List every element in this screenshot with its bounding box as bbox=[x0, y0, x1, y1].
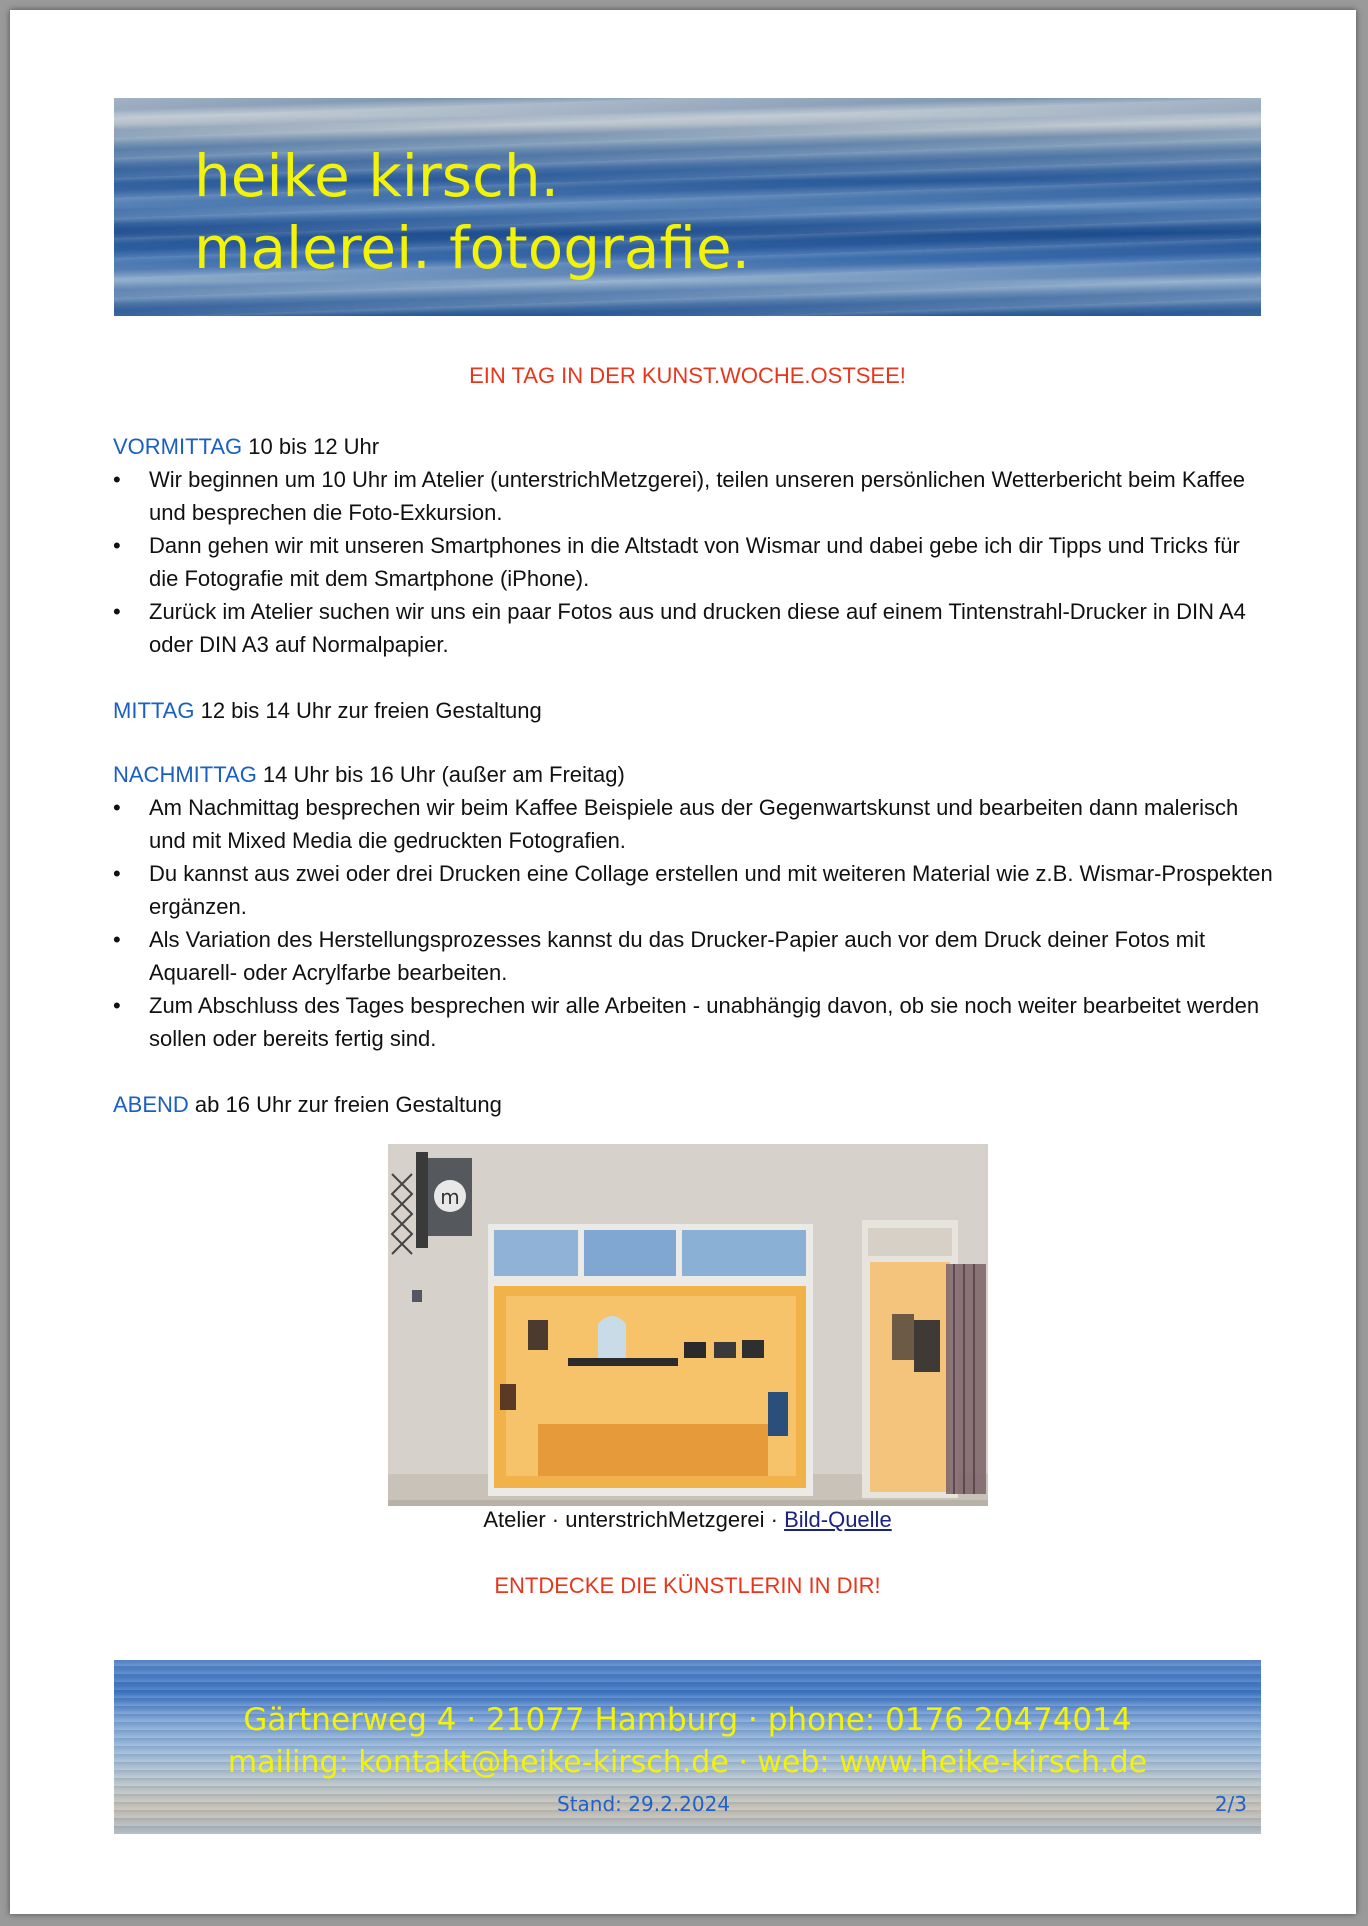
section-time: 10 bis 12 Uhr bbox=[242, 434, 380, 459]
document-page bbox=[10, 10, 1356, 1914]
list-item: • Zurück im Atelier suchen wir uns ein paar Fotos aus und drucken diese auf einem Tintenstrahl-Drucker in DIN A4 oder DIN A3 auf Normalpapier. bbox=[113, 595, 1273, 661]
photo-caption bbox=[114, 1507, 1261, 1533]
section-time: ab 16 Uhr zur freien Gestaltung bbox=[188, 1092, 502, 1117]
footer-date: Stand: 29.2.2024 bbox=[557, 1792, 731, 1816]
section-heading bbox=[113, 758, 1273, 791]
bullet-list bbox=[113, 463, 1273, 661]
footer-address: Gärtnerweg 4 · 21077 Hamburg · phone: 0176 20474014 bbox=[243, 1702, 1132, 1738]
section-keyword: VORMITTAG bbox=[113, 434, 243, 459]
atelier-photo bbox=[388, 1144, 988, 1506]
list-item: • Als Variation des Herstellungsprozesses kannst du das Drucker-Papier auch vor dem Druck deiner Fotos mit Aquarell- oder Acrylfarbe bearbeiten. bbox=[113, 923, 1273, 989]
banner-title-line2: malerei. fotografie. bbox=[194, 214, 751, 282]
section-time: 12 bis 14 Uhr zur freien Gestaltung bbox=[194, 698, 542, 723]
section-keyword: NACHMITTAG bbox=[113, 762, 257, 787]
page-number: 2/3 bbox=[1214, 1792, 1247, 1816]
intro-title: EIN TAG IN DER KUNST.WOCHE.OSTSEE! bbox=[469, 363, 906, 388]
list-item: • Wir beginnen um 10 Uhr im Atelier (unterstrichMetzgerei), teilen unseren persönlichen Wetterbericht beim Kaffee und besprechen die Foto-Exkursion. bbox=[113, 463, 1273, 529]
footer-banner bbox=[114, 1660, 1261, 1834]
list-item: • Du kannst aus zwei oder drei Drucken eine Collage erstellen und mit weiteren Material wie z.B. Wismar-Prospekten ergänzen. bbox=[113, 857, 1273, 923]
list-item: • Zum Abschluss des Tages besprechen wir alle Arbeiten - unabhängig davon, ob sie noch weiter bearbeitet werden sollen oder bereits fertig sind. bbox=[113, 989, 1273, 1055]
list-item: • Am Nachmittag besprechen wir beim Kaffee Beispiele aus der Gegenwartskunst und bearbeiten dann malerisch und mit Mixed Media die gedruckten Fotografien. bbox=[113, 791, 1273, 857]
section-heading bbox=[113, 430, 1273, 463]
footer-contact: mailing: kontakt@heike-kirsch.de · web: www.heike-kirsch.de bbox=[227, 1745, 1148, 1780]
section-heading bbox=[113, 1088, 1273, 1121]
section-vormittag bbox=[113, 430, 1273, 661]
section-time: 14 Uhr bis 16 Uhr (außer am Freitag) bbox=[256, 762, 625, 787]
image-source-link[interactable]: Bild-Quelle bbox=[784, 1507, 892, 1532]
section-mittag bbox=[113, 694, 1273, 727]
section-heading bbox=[113, 694, 1273, 727]
bullet-list bbox=[113, 791, 1273, 1055]
header-banner bbox=[114, 98, 1261, 316]
banner-title bbox=[194, 140, 750, 284]
section-abend bbox=[113, 1088, 1273, 1121]
section-keyword: MITTAG bbox=[113, 698, 195, 723]
banner-title-line1: heike kirsch. bbox=[194, 142, 560, 210]
outro-title: ENTDECKE DIE KÜNSTLERIN IN DIR! bbox=[494, 1573, 881, 1598]
section-keyword: ABEND bbox=[113, 1092, 189, 1117]
section-nachmittag bbox=[113, 758, 1273, 1055]
caption-text: Atelier · unterstrichMetzgerei · bbox=[483, 1507, 785, 1532]
list-item: • Dann gehen wir mit unseren Smartphones in die Altstadt von Wismar und dabei gebe ich dir Tipps und Tricks für die Fotografie mit dem Smartphone (iPhone). bbox=[113, 529, 1273, 595]
svg-text:m: m bbox=[440, 1185, 460, 1209]
